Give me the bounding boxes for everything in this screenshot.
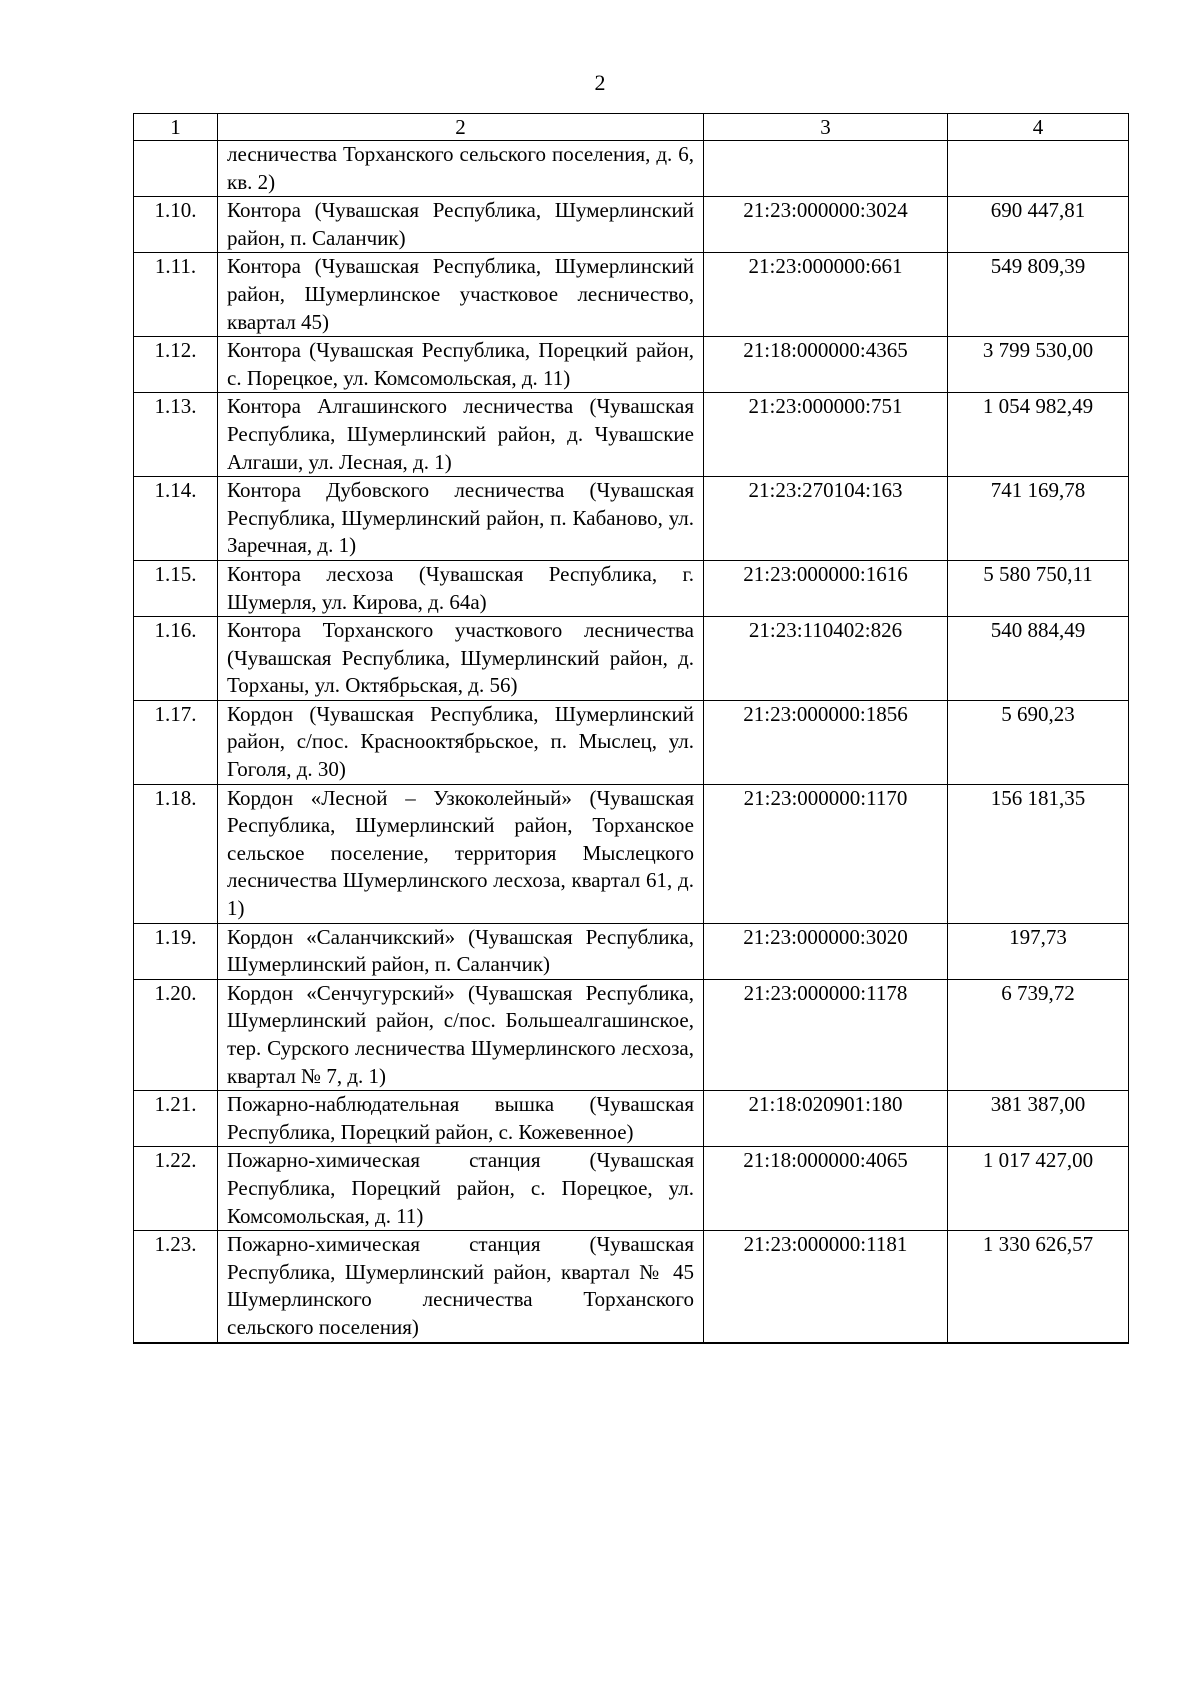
row-number: 1.12. xyxy=(134,337,218,393)
table-row xyxy=(134,979,1129,1090)
row-number: 1.20. xyxy=(134,979,218,1090)
book-value: 381 387,00 xyxy=(948,1091,1129,1147)
object-name: Пожарно-химическая станция (Чувашская Республика, Порецкий район, с. Порецкое, ул. Комсомольская, д. 11) xyxy=(218,1147,704,1231)
cadastral-number: 21:23:270104:163 xyxy=(704,477,948,561)
book-value: 1 330 626,57 xyxy=(948,1231,1129,1343)
object-name: Контора Дубовского лесничества (Чувашская Республика, Шумерлинский район, п. Кабаново, ул. Заречная, д. 1) xyxy=(218,477,704,561)
row-number: 1.10. xyxy=(134,197,218,253)
cadastral-number xyxy=(704,141,948,197)
object-name: Контора (Чувашская Республика, Порецкий район, с. Порецкое, ул. Комсомольская, д. 11) xyxy=(218,337,704,393)
table-row xyxy=(134,784,1129,923)
table-row xyxy=(134,393,1129,477)
column-header-2: 2 xyxy=(218,114,704,141)
table-row xyxy=(134,617,1129,701)
cadastral-number: 21:23:000000:1181 xyxy=(704,1231,948,1343)
cadastral-number: 21:18:000000:4065 xyxy=(704,1147,948,1231)
table-row xyxy=(134,560,1129,616)
book-value: 549 809,39 xyxy=(948,253,1129,337)
object-name: Кордон «Саланчикский» (Чувашская Республика, Шумерлинский район, п. Саланчик) xyxy=(218,923,704,979)
cadastral-number: 21:23:000000:1616 xyxy=(704,560,948,616)
row-number: 1.16. xyxy=(134,617,218,701)
property-table xyxy=(133,113,1129,1344)
object-name: Пожарно-наблюдательная вышка (Чувашская Республика, Порецкий район, с. Кожевенное) xyxy=(218,1091,704,1147)
table-header-row xyxy=(134,114,1129,141)
row-number: 1.17. xyxy=(134,700,218,784)
object-name: Контора Алгашинского лесничества (Чувашская Республика, Шумерлинский район, д. Чувашские Алгаши, ул. Лесная, д. 1) xyxy=(218,393,704,477)
table-row xyxy=(134,197,1129,253)
object-name: Кордон «Лесной – Узкоколейный» (Чувашская Республика, Шумерлинский район, Торханское сельское поселение, территория Мыслецкого лесничества Шумерлинского лесхоза, квартал 61, д. 1) xyxy=(218,784,704,923)
book-value: 1 017 427,00 xyxy=(948,1147,1129,1231)
column-header-1: 1 xyxy=(134,114,218,141)
table-row xyxy=(134,923,1129,979)
column-header-4: 4 xyxy=(948,114,1129,141)
object-name: Контора (Чувашская Республика, Шумерлинский район, Шумерлинское участковое лесничество, квартал 45) xyxy=(218,253,704,337)
row-number: 1.18. xyxy=(134,784,218,923)
cadastral-number: 21:23:000000:1178 xyxy=(704,979,948,1090)
cadastral-number: 21:23:000000:751 xyxy=(704,393,948,477)
table-row xyxy=(134,700,1129,784)
cadastral-number: 21:23:000000:661 xyxy=(704,253,948,337)
book-value: 156 181,35 xyxy=(948,784,1129,923)
row-number: 1.23. xyxy=(134,1231,218,1343)
row-number: 1.15. xyxy=(134,560,218,616)
object-name: лесничества Торханского сельского поселения, д. 6, кв. 2) xyxy=(218,141,704,197)
row-number xyxy=(134,141,218,197)
book-value: 5 690,23 xyxy=(948,700,1129,784)
book-value: 540 884,49 xyxy=(948,617,1129,701)
row-number: 1.19. xyxy=(134,923,218,979)
page-number: 2 xyxy=(594,70,606,95)
book-value: 741 169,78 xyxy=(948,477,1129,561)
table-row xyxy=(134,1231,1129,1343)
column-header-3: 3 xyxy=(704,114,948,141)
book-value: 197,73 xyxy=(948,923,1129,979)
object-name: Контора лесхоза (Чувашская Республика, г. Шумерля, ул. Кирова, д. 64а) xyxy=(218,560,704,616)
object-name: Кордон (Чувашская Республика, Шумерлинский район, с/пос. Краснооктябрьское, п. Мыслец, ул. Гоголя, д. 30) xyxy=(218,700,704,784)
cadastral-number: 21:23:000000:3020 xyxy=(704,923,948,979)
cadastral-number: 21:18:000000:4365 xyxy=(704,337,948,393)
cadastral-number: 21:18:020901:180 xyxy=(704,1091,948,1147)
cadastral-number: 21:23:000000:3024 xyxy=(704,197,948,253)
cadastral-number: 21:23:000000:1856 xyxy=(704,700,948,784)
table-row xyxy=(134,337,1129,393)
object-name: Контора Торханского участкового лесничества (Чувашская Республика, Шумерлинский район, д. Торханы, ул. Октябрьская, д. 56) xyxy=(218,617,704,701)
row-number: 1.11. xyxy=(134,253,218,337)
table-row xyxy=(134,1091,1129,1147)
object-name: Кордон «Сенчугурский» (Чувашская Республика, Шумерлинский район, с/пос. Большеалгашинское, тер. Сурского лесничества Шумерлинского лесхоза, квартал № 7, д. 1) xyxy=(218,979,704,1090)
cadastral-number: 21:23:000000:1170 xyxy=(704,784,948,923)
row-number: 1.13. xyxy=(134,393,218,477)
book-value: 3 799 530,00 xyxy=(948,337,1129,393)
object-name: Пожарно-химическая станция (Чувашская Республика, Шумерлинский район, квартал № 45 Шумерлинского лесничества Торханского сельского поселения) xyxy=(218,1231,704,1343)
book-value: 1 054 982,49 xyxy=(948,393,1129,477)
book-value: 690 447,81 xyxy=(948,197,1129,253)
table-row xyxy=(134,1147,1129,1231)
cadastral-number: 21:23:110402:826 xyxy=(704,617,948,701)
row-number: 1.14. xyxy=(134,477,218,561)
row-number: 1.22. xyxy=(134,1147,218,1231)
row-number: 1.21. xyxy=(134,1091,218,1147)
table-row xyxy=(134,253,1129,337)
book-value: 5 580 750,11 xyxy=(948,560,1129,616)
table-row xyxy=(134,141,1129,197)
book-value: 6 739,72 xyxy=(948,979,1129,1090)
book-value xyxy=(948,141,1129,197)
table-row xyxy=(134,477,1129,561)
object-name: Контора (Чувашская Республика, Шумерлинский район, п. Саланчик) xyxy=(218,197,704,253)
